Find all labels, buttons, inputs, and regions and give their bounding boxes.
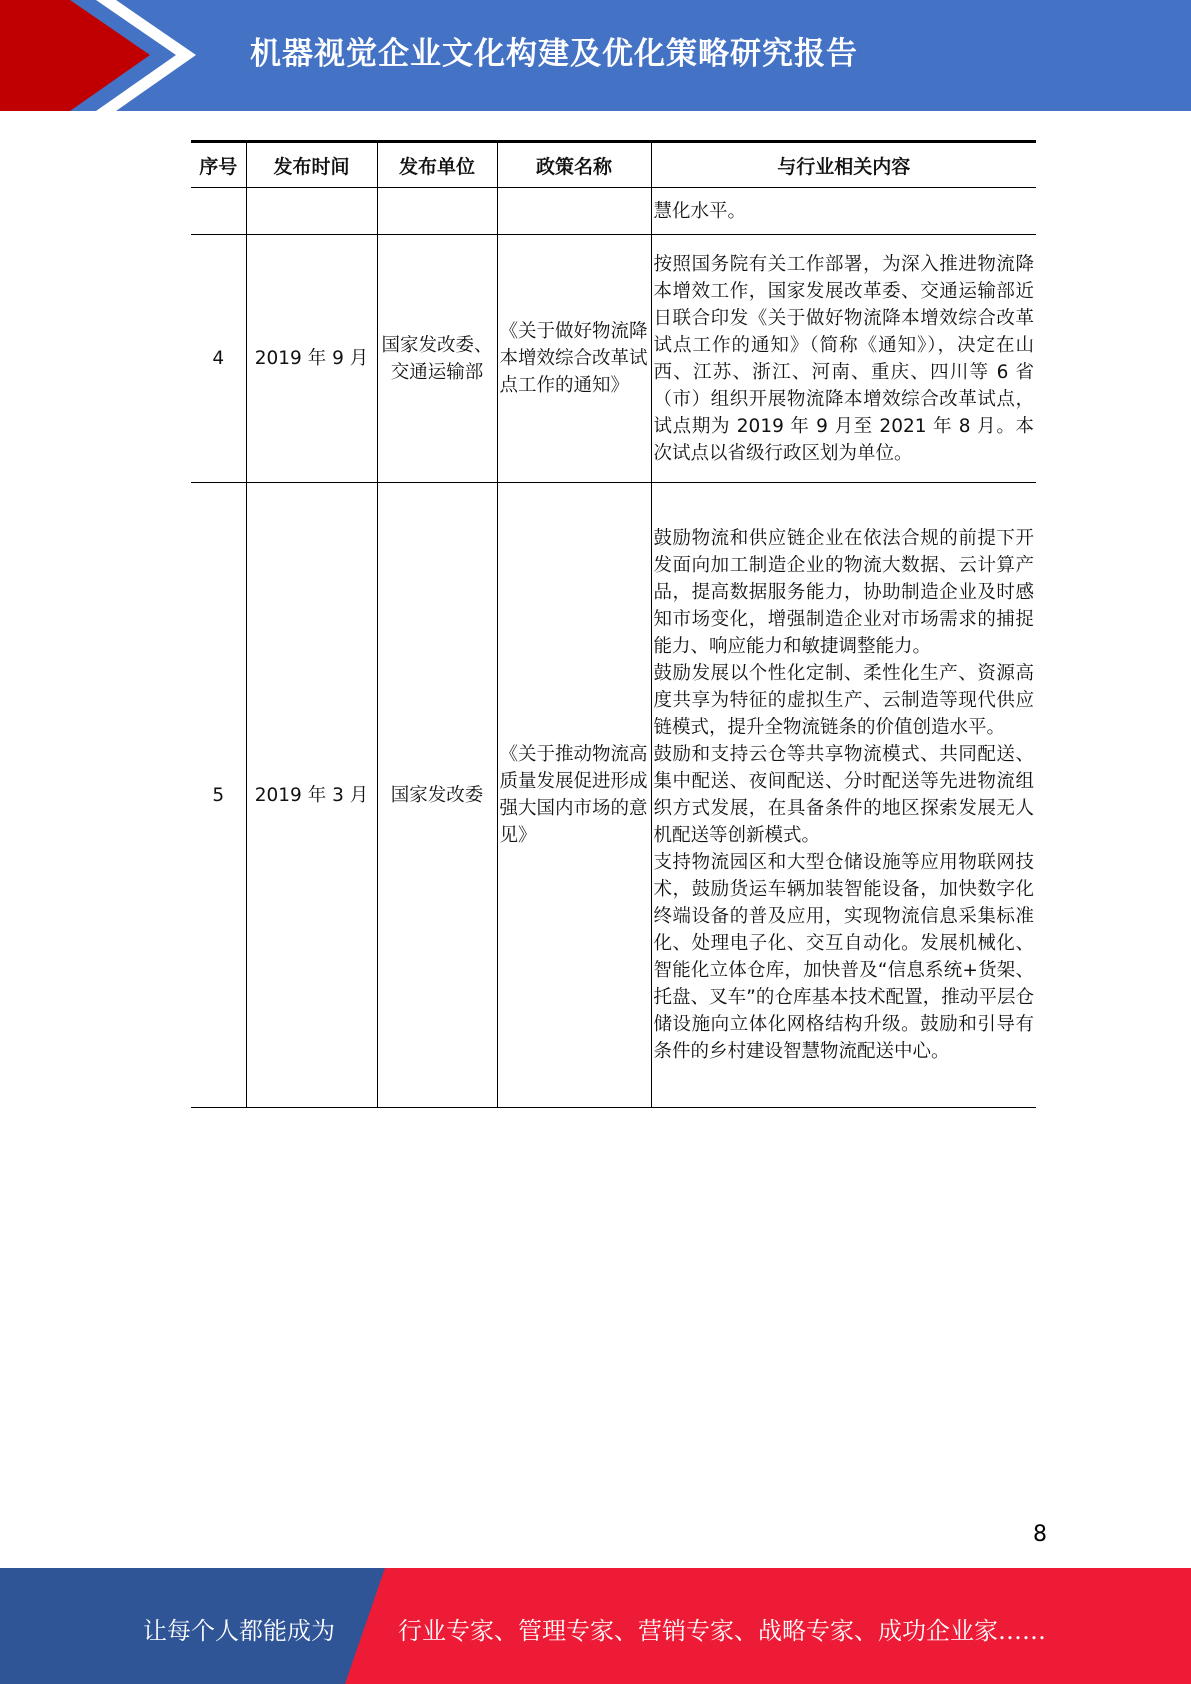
row-name: 《关于推动物流高质量发展促进形成强大国内市场的意见》 — [497, 483, 651, 1108]
header-date: 发布时间 — [246, 142, 377, 188]
content-paragraph: 鼓励和支持云仓等共享物流模式、共同配送、集中配送、夜间配送、分时配送等先进物流组织方式发展，在具备条件的地区探索发展无人机配送等创新模式。 — [653, 744, 1034, 846]
content-paragraph: 慧化水平。 — [653, 200, 747, 222]
content-paragraph: 鼓励物流和供应链企业在依法合规的前提下开发面向加工制造企业的物流大数据、云计算产品，提高数据服务能力，协助制造企业及时感知市场变化，增强制造企业对市场需求的捕捉能力、响应能力和敏捷调整能力。 — [653, 528, 1034, 657]
table-row — [191, 235, 1036, 483]
header-unit: 发布单位 — [377, 142, 497, 188]
content-paragraph: 鼓励发展以个性化定制、柔性化生产、资源高度共享为特征的虚拟生产、云制造等现代供应链模式，提升全物流链条的价值创造水平。 — [653, 663, 1034, 738]
row-num — [191, 188, 246, 235]
row-unit — [377, 188, 497, 235]
row-unit: 国家发改委 — [377, 483, 497, 1108]
row-unit: 国家发改委、交通运输部 — [377, 235, 497, 483]
footer-slogan-left: 让每个人都能成为 — [143, 1617, 335, 1645]
row-content — [651, 483, 1036, 1108]
header-name: 政策名称 — [497, 142, 651, 188]
page-footer — [0, 1568, 1191, 1684]
policy-table — [191, 140, 1036, 1108]
page-number: 8 — [1033, 1522, 1047, 1547]
document-title: 机器视觉企业文化构建及优化策略研究报告 — [250, 36, 858, 72]
row-content — [651, 235, 1036, 483]
table-row — [191, 483, 1036, 1108]
page-header — [0, 0, 1191, 111]
row-name — [497, 188, 651, 235]
row-date — [246, 188, 377, 235]
row-date: 2019 年 9 月 — [246, 235, 377, 483]
row-num: 5 — [191, 483, 246, 1108]
content-paragraph: 支持物流园区和大型仓储设施等应用物联网技术，鼓励货运车辆加装智能设备，加快数字化终端设备的普及应用，实现物流信息采集标准化、处理电子化、交互自动化。发展机械化、智能化立体仓库，加快普及“信息系统+货架、托盘、叉车”的仓库基本技术配置，推动平层仓储设施向立体化网格结构升级。鼓励和引导有条件的乡村建设智慧物流配送中心。 — [653, 852, 1034, 1062]
table-row — [191, 188, 1036, 235]
header-num: 序号 — [191, 142, 246, 188]
header-content: 与行业相关内容 — [651, 142, 1036, 188]
footer-slogan-right: 行业专家、管理专家、营销专家、战略专家、成功企业家…… — [398, 1617, 1046, 1645]
content-paragraph: 按照国务院有关工作部署，为深入推进物流降本增效工作，国家发展改革委、交通运输部近日联合印发《关于做好物流降本增效综合改革试点工作的通知》（简称《通知》），决定在山西、江苏、浙江、河南、重庆、四川等 6 省（市）组织开展物流降本增效综合改革试点，试点期为 2019 年 9 月至 2021 年 8 月。本次试点以省级行政区划为单位。 — [653, 253, 1034, 464]
row-num: 4 — [191, 235, 246, 483]
table-header-row — [191, 142, 1036, 188]
row-name: 《关于做好物流降本增效综合改革试点工作的通知》 — [497, 235, 651, 483]
row-content — [651, 188, 1036, 235]
row-date: 2019 年 3 月 — [246, 483, 377, 1108]
